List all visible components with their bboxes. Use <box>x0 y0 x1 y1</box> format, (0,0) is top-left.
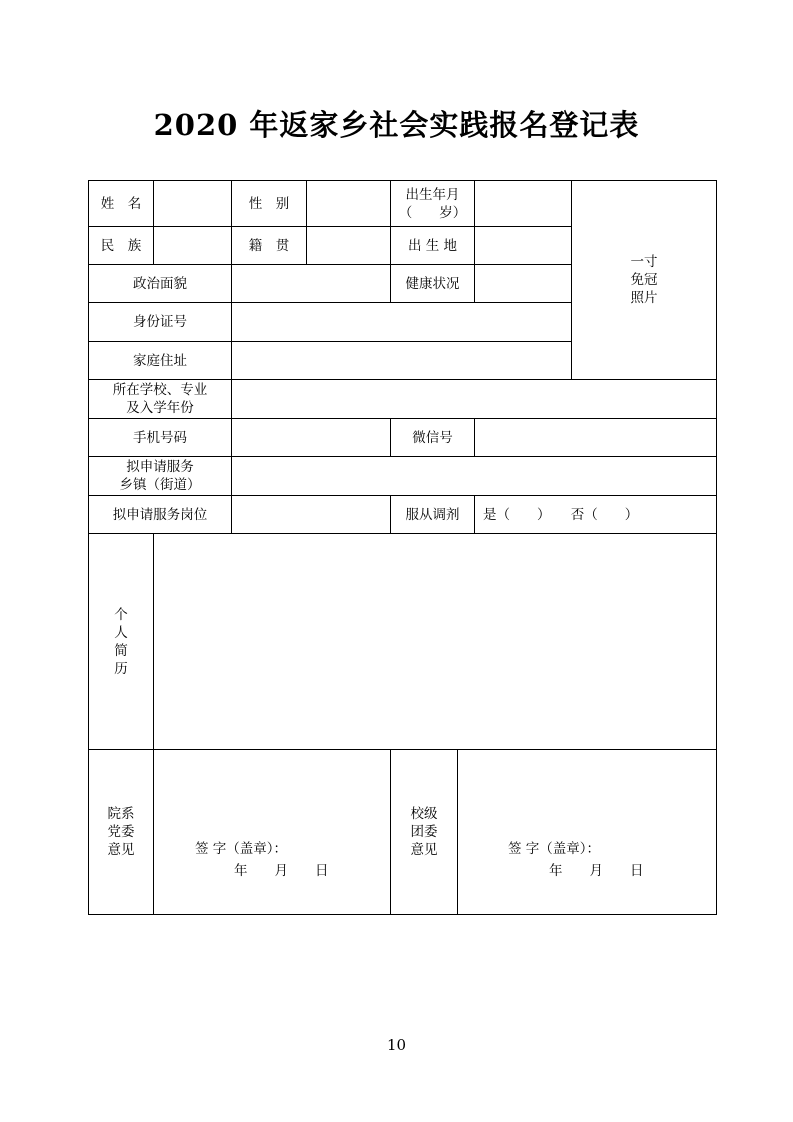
home-address-field[interactable] <box>232 342 571 379</box>
page-number: 10 <box>386 1036 407 1054</box>
dept-opinion-field[interactable] <box>154 750 390 914</box>
ethnicity-field[interactable] <box>154 227 231 264</box>
league-opinion-field[interactable] <box>458 750 716 914</box>
position-label: 拟申请服务岗位 <box>112 506 208 523</box>
dept-signature-label: 签 字（盖章）： <box>195 841 288 857</box>
league-opinion-label: 校级 团委 意见 <box>410 806 438 858</box>
school-label: 所在学校、专业 及入学年份 <box>112 382 208 416</box>
home-address-label: 家庭住址 <box>133 352 187 369</box>
birth-date-field[interactable] <box>475 181 571 226</box>
league-signature-label: 签 字（盖章）： <box>508 841 601 857</box>
obey-options[interactable]: 是（ ） 否（ ） <box>483 506 639 523</box>
health-field[interactable] <box>475 265 571 302</box>
birthplace-label: 出 生 地 <box>407 237 458 254</box>
school-field[interactable] <box>232 380 716 418</box>
form-title: 2020 年返家乡社会实践报名登记表 <box>153 108 640 142</box>
political-status-field[interactable] <box>232 265 390 302</box>
phone-label: 手机号码 <box>133 429 187 446</box>
phone-field[interactable] <box>232 419 390 456</box>
id-number-field[interactable] <box>232 303 571 341</box>
id-number-label: 身份证号 <box>133 314 187 330</box>
native-place-label: 籍 贯 <box>248 237 290 254</box>
health-label: 健康状况 <box>405 275 460 292</box>
dept-date-label: 年 月 日 <box>234 863 329 879</box>
gender-label: 性 别 <box>248 195 290 212</box>
gender-field[interactable] <box>307 181 390 226</box>
wechat-field[interactable] <box>475 419 716 456</box>
position-field[interactable] <box>232 496 390 533</box>
league-date-label: 年 月 日 <box>549 863 644 879</box>
ethnicity-label: 民 族 <box>100 237 142 254</box>
town-field[interactable] <box>232 457 716 495</box>
photo-placeholder[interactable]: 一寸 免冠 照片 <box>630 254 658 306</box>
wechat-label: 微信号 <box>412 429 453 446</box>
political-status-label: 政治面貌 <box>133 275 187 292</box>
name-label: 姓 名 <box>100 195 142 212</box>
birth-date-label: 出生年月 （ 岁） <box>398 186 467 221</box>
native-place-field[interactable] <box>307 227 390 264</box>
dept-opinion-label: 院系 党委 意见 <box>107 806 135 858</box>
resume-label: 个人简历 <box>114 606 128 677</box>
name-field[interactable] <box>154 181 231 226</box>
town-label: 拟申请服务 乡镇（街道） <box>119 459 201 493</box>
resume-field[interactable] <box>154 534 716 749</box>
obey-label: 服从调剂 <box>405 506 460 523</box>
birthplace-field[interactable] <box>475 227 571 264</box>
